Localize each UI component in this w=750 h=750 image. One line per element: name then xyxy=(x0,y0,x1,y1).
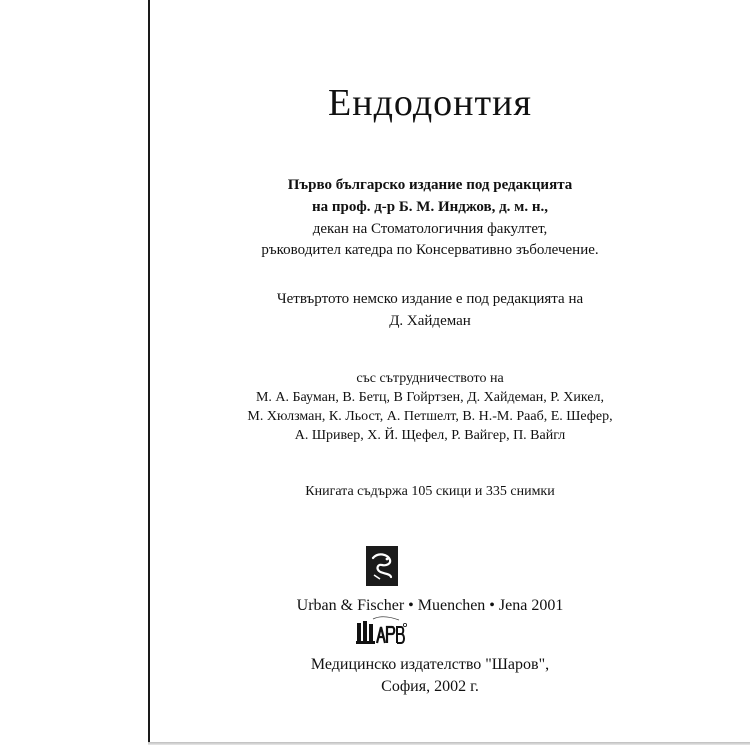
publisher-line-1: Медицинско издателство "Шаров", xyxy=(310,656,550,673)
german-edition-line-2: Д. Хайдеман xyxy=(389,313,471,329)
contributors-intro: със сътрудничеството на xyxy=(356,371,504,386)
bulgarian-edition-line-3: декан на Стоматологичния факултет, xyxy=(312,221,548,237)
book-contents-note: Книгата съдържа 105 скици и 335 снимки xyxy=(305,484,555,499)
sharov-logo-icon xyxy=(355,615,407,645)
urban-fischer-logo-icon xyxy=(366,546,398,586)
bulgarian-edition-line-4: ръководител катедра по Консервативно зъболечение. xyxy=(261,242,599,258)
contributors-line-3: А. Шривер, Х. Й. Щефел, Р. Вайгер, П. Вайгл xyxy=(294,428,566,443)
bulgarian-edition-line-2: на проф. д-р Б. М. Инджов, д. м. н., xyxy=(311,199,549,215)
contributors-line-2: М. Хюлзман, К. Льост, А. Петшелт, В. Н.-М. Рааб, Е. Шефер, xyxy=(247,409,613,424)
page-bottom-edge xyxy=(148,742,750,745)
publisher-line-2: София, 2002 г. xyxy=(381,678,479,695)
german-edition-line-1: Четвъртото немско издание е под редакцията на xyxy=(276,291,584,307)
contributors-line-1: М. А. Бауман, В. Бетц, В Гойртзен, Д. Хайдеман, Р. Хикел, xyxy=(255,390,605,405)
book-title: Ендодонтия xyxy=(328,82,532,124)
bulgarian-edition-line-1: Първо българско издание под редакцията xyxy=(287,177,573,193)
original-publisher: Urban & Fischer • Muenchen • Jena 2001 xyxy=(296,597,564,614)
